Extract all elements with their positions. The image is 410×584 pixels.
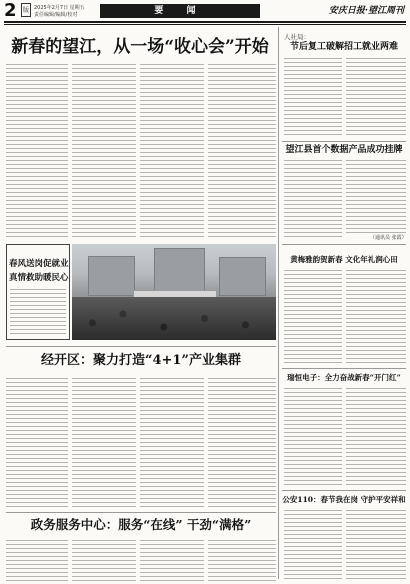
masthead-rule (4, 21, 406, 23)
side2-col-2 (346, 160, 406, 234)
side5-headline: 公安110：春节我在岗 守护平安祥和 (282, 495, 406, 504)
side2-byline: （通讯员 张霞） (370, 235, 407, 241)
bottom-article-col-2 (72, 540, 136, 582)
main-article-col-4 (208, 64, 276, 240)
side4-col-2 (346, 388, 406, 486)
photo-caption-box (6, 244, 70, 340)
main-headline: 新春的望江，从一场“收心会”开始 (11, 37, 269, 57)
photo-caption-title-1: 春风送岗促就业 (9, 259, 69, 269)
masthead-rule-thin (4, 24, 406, 25)
bottom-headline: 政务服务中心：服务“在线” 干劲“满格” (30, 517, 252, 532)
side3-headline: 黄梅雅韵贺新春 文化年礼润心田 (290, 255, 398, 264)
side-divider-3 (282, 368, 406, 369)
section-title: 要 闻 (100, 4, 260, 18)
side-divider-1 (282, 141, 406, 142)
main-article-col-2 (72, 64, 136, 240)
page-number: 2 (4, 0, 17, 21)
mid-article-col-4 (208, 378, 276, 508)
date-line: 2025年2月7日 星期五 (34, 5, 85, 11)
column-divider (278, 27, 279, 579)
editor-line: 责任编辑/编辑/校对 (34, 12, 78, 18)
side1-kicker: 人社局： (284, 33, 310, 41)
mid-article-col-2 (72, 378, 136, 508)
side4-col-1 (284, 388, 342, 486)
paper-name: 安庆日报·望江周刊 (328, 6, 404, 16)
side-divider-2 (282, 244, 406, 245)
mid-divider (6, 346, 276, 347)
side1-col-2 (346, 58, 406, 138)
main-article-col-3 (140, 64, 204, 240)
mid-article-col-1 (6, 378, 68, 508)
photo-caption-text (10, 289, 66, 335)
edition-tag: 版 (21, 3, 31, 17)
mid-article-col-3 (140, 378, 204, 508)
side3-col-2 (346, 270, 406, 364)
bottom-divider (6, 512, 276, 513)
side2-col-1 (284, 160, 342, 240)
bottom-article-col-3 (140, 540, 204, 582)
bottom-article-col-1 (6, 540, 68, 582)
side1-col-1 (284, 58, 342, 138)
bottom-article-col-4 (208, 540, 276, 582)
side3-col-1 (284, 270, 342, 364)
side5-col-2 (346, 510, 406, 582)
mid-headline: 经开区：聚力打造“4+1”产业集群 (41, 353, 241, 368)
photo-caption-title-2: 真情救助暖民心 (9, 273, 69, 283)
side4-headline: 瑞恒电子：全力奋战新春“开门红” (287, 373, 401, 382)
side2-headline: 望江县首个数据产品成功挂牌 (285, 145, 403, 155)
side5-col-1 (284, 510, 342, 582)
main-article-col-1 (6, 64, 68, 240)
side1-headline: 节后复工破解招工就业两难 (289, 42, 398, 52)
side-divider-4 (282, 490, 406, 491)
news-photo (72, 244, 276, 340)
